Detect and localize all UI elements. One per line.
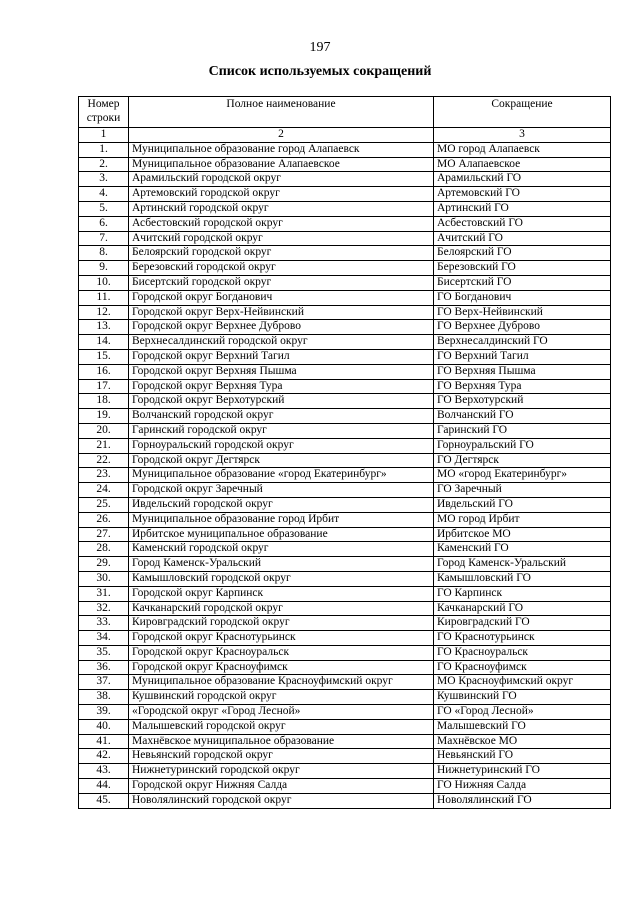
row-number-cell: 3.: [79, 172, 129, 187]
table-row: [79, 423, 611, 438]
full-name-cell: Малышевский городской округ: [129, 719, 434, 734]
row-number-cell: 11.: [79, 290, 129, 305]
header-abbreviation: Сокращение: [434, 97, 611, 128]
abbreviation-cell: Арамильский ГО: [434, 172, 611, 187]
abbreviation-cell: Ачитский ГО: [434, 231, 611, 246]
row-number-cell: 42.: [79, 749, 129, 764]
row-number-cell: 30.: [79, 571, 129, 586]
full-name-cell: Городской округ Краснотурьинск: [129, 631, 434, 646]
full-name-cell: Новолялинский городской округ: [129, 793, 434, 808]
full-name-cell: Городской округ Заречный: [129, 483, 434, 498]
full-name-cell: Ачитский городской округ: [129, 231, 434, 246]
table-row: [79, 142, 611, 157]
table-row: [79, 616, 611, 631]
table-row: [79, 275, 611, 290]
row-number-cell: 8.: [79, 246, 129, 261]
header-full-name: Полное наименование: [129, 97, 434, 128]
abbreviation-cell: МО Алапаевское: [434, 157, 611, 172]
abbreviation-cell: Артемовский ГО: [434, 187, 611, 202]
header-row-number: Номер строки: [79, 97, 129, 128]
full-name-cell: Арамильский городской округ: [129, 172, 434, 187]
abbreviation-cell: Нижнетуринский ГО: [434, 764, 611, 779]
full-name-cell: Муниципальное образование Алапаевское: [129, 157, 434, 172]
abbreviation-cell: ГО Богданович: [434, 290, 611, 305]
full-name-cell: Белоярский городской округ: [129, 246, 434, 261]
document-title: Список используемых сокращений: [208, 64, 432, 79]
row-number-cell: 34.: [79, 631, 129, 646]
column-numbering-row: [79, 128, 611, 143]
full-name-cell: Городской округ Верхняя Тура: [129, 379, 434, 394]
column-number: 2: [129, 128, 434, 143]
table-row: [79, 187, 611, 202]
row-number-cell: 45.: [79, 793, 129, 808]
row-number-cell: 9.: [79, 261, 129, 276]
table-row: [79, 483, 611, 498]
abbreviation-cell: Кушвинский ГО: [434, 690, 611, 705]
table-row: [79, 379, 611, 394]
full-name-cell: Городской округ Красноуральск: [129, 645, 434, 660]
full-name-cell: Волчанский городской округ: [129, 409, 434, 424]
abbreviation-cell: ГО Верхняя Тура: [434, 379, 611, 394]
table-row: [79, 409, 611, 424]
full-name-cell: Городской округ Нижняя Салда: [129, 779, 434, 794]
row-number-cell: 40.: [79, 719, 129, 734]
full-name-cell: Ивдельский городской округ: [129, 497, 434, 512]
abbreviation-cell: МО «город Екатеринбург»: [434, 468, 611, 483]
row-number-cell: 15.: [79, 349, 129, 364]
table-row: [79, 631, 611, 646]
row-number-cell: 2.: [79, 157, 129, 172]
full-name-cell: Гаринский городской округ: [129, 423, 434, 438]
abbreviation-cell: Асбестовский ГО: [434, 216, 611, 231]
table-row: [79, 779, 611, 794]
table-row: [79, 690, 611, 705]
abbreviation-cell: ГО Карпинск: [434, 586, 611, 601]
row-number-cell: 23.: [79, 468, 129, 483]
abbreviation-cell: Город Каменск-Уральский: [434, 557, 611, 572]
row-number-cell: 29.: [79, 557, 129, 572]
table-row: [79, 335, 611, 350]
table-row: [79, 705, 611, 720]
abbreviation-cell: Махнёвское МО: [434, 734, 611, 749]
full-name-cell: Муниципальное образование «город Екатеринбург»: [129, 468, 434, 483]
abbreviation-cell: ГО Дегтярск: [434, 453, 611, 468]
table-row: [79, 246, 611, 261]
abbreviation-cell: Белоярский ГО: [434, 246, 611, 261]
table-row: [79, 571, 611, 586]
table-row: [79, 660, 611, 675]
full-name-cell: Городской округ Верхотурский: [129, 394, 434, 409]
abbreviation-cell: Малышевский ГО: [434, 719, 611, 734]
table-row: [79, 645, 611, 660]
table-row: [79, 719, 611, 734]
table-row: [79, 261, 611, 276]
abbreviation-cell: ГО Краснотурьинск: [434, 631, 611, 646]
full-name-cell: Городской округ Карпинск: [129, 586, 434, 601]
table-row: [79, 438, 611, 453]
full-name-cell: Нижнетуринский городской округ: [129, 764, 434, 779]
table-row: [79, 527, 611, 542]
full-name-cell: Бисертский городской округ: [129, 275, 434, 290]
table-row: [79, 468, 611, 483]
table-row: [79, 497, 611, 512]
abbreviation-cell: Гаринский ГО: [434, 423, 611, 438]
abbreviation-cell: Невьянский ГО: [434, 749, 611, 764]
row-number-cell: 39.: [79, 705, 129, 720]
table-row: [79, 542, 611, 557]
table-row: [79, 557, 611, 572]
full-name-cell: Асбестовский городской округ: [129, 216, 434, 231]
table-row: [79, 749, 611, 764]
table-row: [79, 675, 611, 690]
row-number-cell: 4.: [79, 187, 129, 202]
full-name-cell: Качканарский городской округ: [129, 601, 434, 616]
full-name-cell: Городской округ Дегтярск: [129, 453, 434, 468]
full-name-cell: Каменский городской округ: [129, 542, 434, 557]
abbreviation-cell: Ирбитское МО: [434, 527, 611, 542]
row-number-cell: 5.: [79, 201, 129, 216]
row-number-cell: 13.: [79, 320, 129, 335]
row-number-cell: 32.: [79, 601, 129, 616]
row-number-cell: 20.: [79, 423, 129, 438]
full-name-cell: Махнёвское муниципальное образование: [129, 734, 434, 749]
row-number-cell: 19.: [79, 409, 129, 424]
row-number-cell: 17.: [79, 379, 129, 394]
row-number-cell: 24.: [79, 483, 129, 498]
table-row: [79, 586, 611, 601]
table-row: [79, 320, 611, 335]
full-name-cell: Городской округ Верхний Тагил: [129, 349, 434, 364]
row-number-cell: 25.: [79, 497, 129, 512]
row-number-cell: 12.: [79, 305, 129, 320]
full-name-cell: Камышловский городской округ: [129, 571, 434, 586]
abbreviation-cell: ГО Нижняя Салда: [434, 779, 611, 794]
abbreviation-cell: Березовский ГО: [434, 261, 611, 276]
table-row: [79, 764, 611, 779]
row-number-cell: 38.: [79, 690, 129, 705]
abbreviation-cell: ГО Красноуфимск: [434, 660, 611, 675]
abbreviation-cell: Новолялинский ГО: [434, 793, 611, 808]
full-name-cell: Муниципальное образование Красноуфимский округ: [129, 675, 434, 690]
full-name-cell: Муниципальное образование город Ирбит: [129, 512, 434, 527]
table-row: [79, 453, 611, 468]
abbreviation-cell: Артинский ГО: [434, 201, 611, 216]
row-number-cell: 31.: [79, 586, 129, 601]
abbreviation-cell: Кировградский ГО: [434, 616, 611, 631]
row-number-cell: 37.: [79, 675, 129, 690]
row-number-cell: 33.: [79, 616, 129, 631]
abbreviation-cell: Каменский ГО: [434, 542, 611, 557]
table-row: [79, 305, 611, 320]
full-name-cell: Городской округ Красноуфимск: [129, 660, 434, 675]
table-row: [79, 364, 611, 379]
row-number-cell: 43.: [79, 764, 129, 779]
abbreviation-cell: Камышловский ГО: [434, 571, 611, 586]
table-row: [79, 734, 611, 749]
row-number-cell: 21.: [79, 438, 129, 453]
column-number: 1: [79, 128, 129, 143]
table-row: [79, 231, 611, 246]
abbreviation-cell: ГО Верх-Нейвинский: [434, 305, 611, 320]
row-number-cell: 14.: [79, 335, 129, 350]
row-number-cell: 36.: [79, 660, 129, 675]
abbreviation-cell: МО город Ирбит: [434, 512, 611, 527]
table-row: [79, 349, 611, 364]
full-name-cell: Верхнесалдинский городской округ: [129, 335, 434, 350]
row-number-cell: 28.: [79, 542, 129, 557]
row-number-cell: 35.: [79, 645, 129, 660]
table-row: [79, 290, 611, 305]
full-name-cell: Городской округ Верхнее Дуброво: [129, 320, 434, 335]
full-name-cell: Городской округ Верх-Нейвинский: [129, 305, 434, 320]
full-name-cell: Артемовский городской округ: [129, 187, 434, 202]
abbreviation-cell: ГО Заречный: [434, 483, 611, 498]
abbreviation-cell: Ивдельский ГО: [434, 497, 611, 512]
row-number-cell: 10.: [79, 275, 129, 290]
page-number: 197: [309, 40, 331, 55]
row-number-cell: 44.: [79, 779, 129, 794]
row-number-cell: 6.: [79, 216, 129, 231]
abbreviation-cell: Бисертский ГО: [434, 275, 611, 290]
row-number-cell: 7.: [79, 231, 129, 246]
abbreviation-cell: ГО «Город Лесной»: [434, 705, 611, 720]
abbreviation-cell: Горноуральский ГО: [434, 438, 611, 453]
row-number-cell: 41.: [79, 734, 129, 749]
column-number: 3: [434, 128, 611, 143]
table-row: [79, 172, 611, 187]
full-name-cell: Горноуральский городской округ: [129, 438, 434, 453]
row-number-cell: 27.: [79, 527, 129, 542]
abbreviation-cell: МО город Алапаевск: [434, 142, 611, 157]
full-name-cell: Муниципальное образование город Алапаевск: [129, 142, 434, 157]
full-name-cell: Городской округ Богданович: [129, 290, 434, 305]
table-row: [79, 601, 611, 616]
full-name-cell: Березовский городской округ: [129, 261, 434, 276]
abbreviation-cell: Волчанский ГО: [434, 409, 611, 424]
row-number-cell: 18.: [79, 394, 129, 409]
table-header-row: [79, 97, 611, 128]
full-name-cell: «Городской округ «Город Лесной»: [129, 705, 434, 720]
full-name-cell: Невьянский городской округ: [129, 749, 434, 764]
abbreviation-cell: ГО Верхняя Пышма: [434, 364, 611, 379]
table-row: [79, 201, 611, 216]
table-row: [79, 793, 611, 808]
row-number-cell: 26.: [79, 512, 129, 527]
abbreviation-cell: ГО Верхний Тагил: [434, 349, 611, 364]
abbreviation-cell: ГО Верхнее Дуброво: [434, 320, 611, 335]
full-name-cell: Город Каменск-Уральский: [129, 557, 434, 572]
table-row: [79, 157, 611, 172]
abbreviations-table: [78, 96, 611, 809]
table-row: [79, 512, 611, 527]
table-row: [79, 216, 611, 231]
abbreviation-cell: МО Красноуфимский округ: [434, 675, 611, 690]
full-name-cell: Ирбитское муниципальное образование: [129, 527, 434, 542]
full-name-cell: Кировградский городской округ: [129, 616, 434, 631]
table-row: [79, 394, 611, 409]
abbreviation-cell: ГО Верхотурский: [434, 394, 611, 409]
abbreviation-cell: Верхнесалдинский ГО: [434, 335, 611, 350]
full-name-cell: Кушвинский городской округ: [129, 690, 434, 705]
abbreviation-cell: ГО Красноуральск: [434, 645, 611, 660]
row-number-cell: 22.: [79, 453, 129, 468]
row-number-cell: 1.: [79, 142, 129, 157]
abbreviation-cell: Качканарский ГО: [434, 601, 611, 616]
full-name-cell: Городской округ Верхняя Пышма: [129, 364, 434, 379]
row-number-cell: 16.: [79, 364, 129, 379]
full-name-cell: Артинский городской округ: [129, 201, 434, 216]
